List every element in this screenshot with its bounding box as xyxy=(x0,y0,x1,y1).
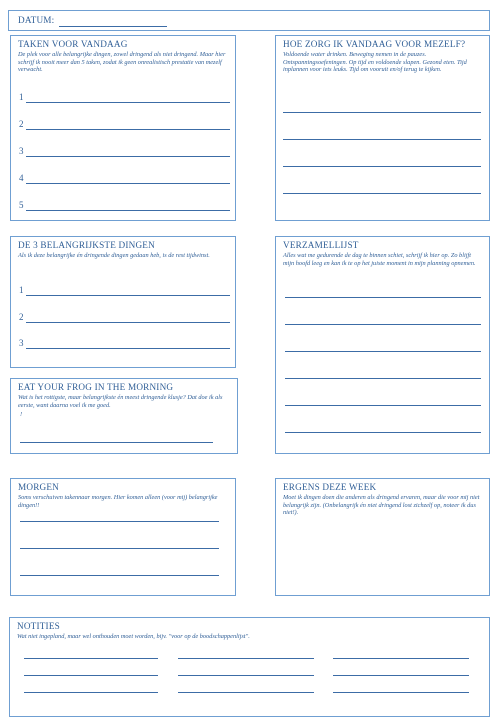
zorg-title: HOE ZORG IK VANDAAG VOOR MEZELF? xyxy=(283,39,466,49)
frog-box xyxy=(10,378,238,454)
top3-line-2[interactable] xyxy=(26,322,230,323)
top3-title: DE 3 BELANGRIJKSTE DINGEN xyxy=(18,240,155,250)
notities-line-2-2[interactable] xyxy=(178,675,314,676)
taken-line-1[interactable] xyxy=(26,102,230,103)
morgen-line-3[interactable] xyxy=(20,575,219,576)
verzamel-description: Alles wat me gedurende de dag te binnen schiet, schrijf ik hier op. Zo blijft mijn hoofd leeg en kan ik te op het juiste moment in mijn planning opnemen. xyxy=(283,252,476,267)
verzamel-line-5[interactable] xyxy=(285,405,481,406)
notities-line-3-3[interactable] xyxy=(333,692,469,693)
taken-number-4: 4 xyxy=(19,173,24,183)
top3-number-2: 2 xyxy=(19,312,24,322)
top3-number-3: 3 xyxy=(19,338,24,348)
verzamel-line-6[interactable] xyxy=(285,432,481,433)
week-box xyxy=(275,478,490,596)
notities-line-3-1[interactable] xyxy=(333,658,469,659)
frog-mark: ! xyxy=(20,411,23,418)
notities-line-1-2[interactable] xyxy=(24,675,158,676)
top3-box xyxy=(10,236,236,368)
morgen-line-2[interactable] xyxy=(20,548,219,549)
taken-title: TAKEN VOOR VANDAAG xyxy=(18,39,128,49)
taken-box xyxy=(10,35,236,221)
verzamel-line-1[interactable] xyxy=(285,297,481,298)
datum-label: DATUM: xyxy=(18,15,55,25)
taken-line-4[interactable] xyxy=(26,183,230,184)
taken-number-5: 5 xyxy=(19,200,24,210)
frog-line-1[interactable] xyxy=(20,442,213,443)
top3-number-1: 1 xyxy=(19,285,24,295)
notities-line-3-2[interactable] xyxy=(333,675,469,676)
frog-description: Wat is het rottigste, maar belangrijkste én meest dringende klusje? Dat doe ik als eerste, want daarna voel ik me goed. xyxy=(18,394,223,409)
zorg-line-2[interactable] xyxy=(283,139,481,140)
taken-description: De plek voor alle belangrijke dingen, zowel dringend als niet dringend. Maar hier schrijf ik nooit meer dan 5 taken, zodat ik geen onrealistisch prestatie van mezelf verwacht. xyxy=(18,51,226,74)
zorg-line-4[interactable] xyxy=(283,193,481,194)
taken-line-2[interactable] xyxy=(26,129,230,130)
verzamel-line-2[interactable] xyxy=(285,324,481,325)
zorg-description: Voldoende water drinken. Beweging nemen in de pauzes. Ontspanningsoefeningen. Op tijd en voldoende slapen. Gezond eten. Tijd inplannen voor iets leuks. Tijd om vooruit en/of terug te kijken. xyxy=(283,51,467,74)
taken-line-3[interactable] xyxy=(26,156,230,157)
verzamel-box xyxy=(275,236,490,454)
notities-title: NOTITIES xyxy=(17,621,60,631)
zorg-line-3[interactable] xyxy=(283,166,481,167)
notities-line-2-1[interactable] xyxy=(178,658,314,659)
datum-box xyxy=(8,10,490,31)
top3-line-1[interactable] xyxy=(26,295,230,296)
week-description: Moet ik dingen doen die anderen als dringend ervaren, maar die voor mij niet belangrijk zijn. (Onbelangrijk én niet dringend lost zichzelf op, noteer ik dus niet!). xyxy=(283,494,480,517)
notities-line-1-3[interactable] xyxy=(24,692,158,693)
zorg-line-1[interactable] xyxy=(283,112,481,113)
zorg-box xyxy=(275,35,490,221)
morgen-line-1[interactable] xyxy=(20,521,219,522)
taken-number-1: 1 xyxy=(19,92,24,102)
notities-line-1-1[interactable] xyxy=(24,658,158,659)
morgen-description: Soms verschuiven takennaar morgen. Hier komen alleen (voor mij) belangrijke dingen!! xyxy=(18,494,218,509)
taken-number-2: 2 xyxy=(19,119,24,129)
datum-input-line[interactable] xyxy=(59,26,167,27)
morgen-box xyxy=(10,478,236,596)
notities-description: Wat niet ingepland, maar wel onthouden moet worden, bijv. "voor op de boodschappenlijst". xyxy=(17,633,250,640)
verzamel-title: VERZAMELLIJST xyxy=(283,240,359,250)
verzamel-line-4[interactable] xyxy=(285,378,481,379)
taken-line-5[interactable] xyxy=(26,210,230,211)
taken-number-3: 3 xyxy=(19,146,24,156)
top3-description: Als ik deze belangrijke én dringende dingen gedaan heb, is de rest tijdwinst. xyxy=(18,252,210,259)
notities-line-2-3[interactable] xyxy=(178,692,314,693)
frog-title: EAT YOUR FROG IN THE MORNING xyxy=(18,382,174,392)
verzamel-line-3[interactable] xyxy=(285,351,481,352)
notities-box xyxy=(9,617,490,717)
morgen-title: MORGEN xyxy=(18,482,60,492)
week-title: ERGENS DEZE WEEK xyxy=(283,482,377,492)
top3-line-3[interactable] xyxy=(26,348,230,349)
